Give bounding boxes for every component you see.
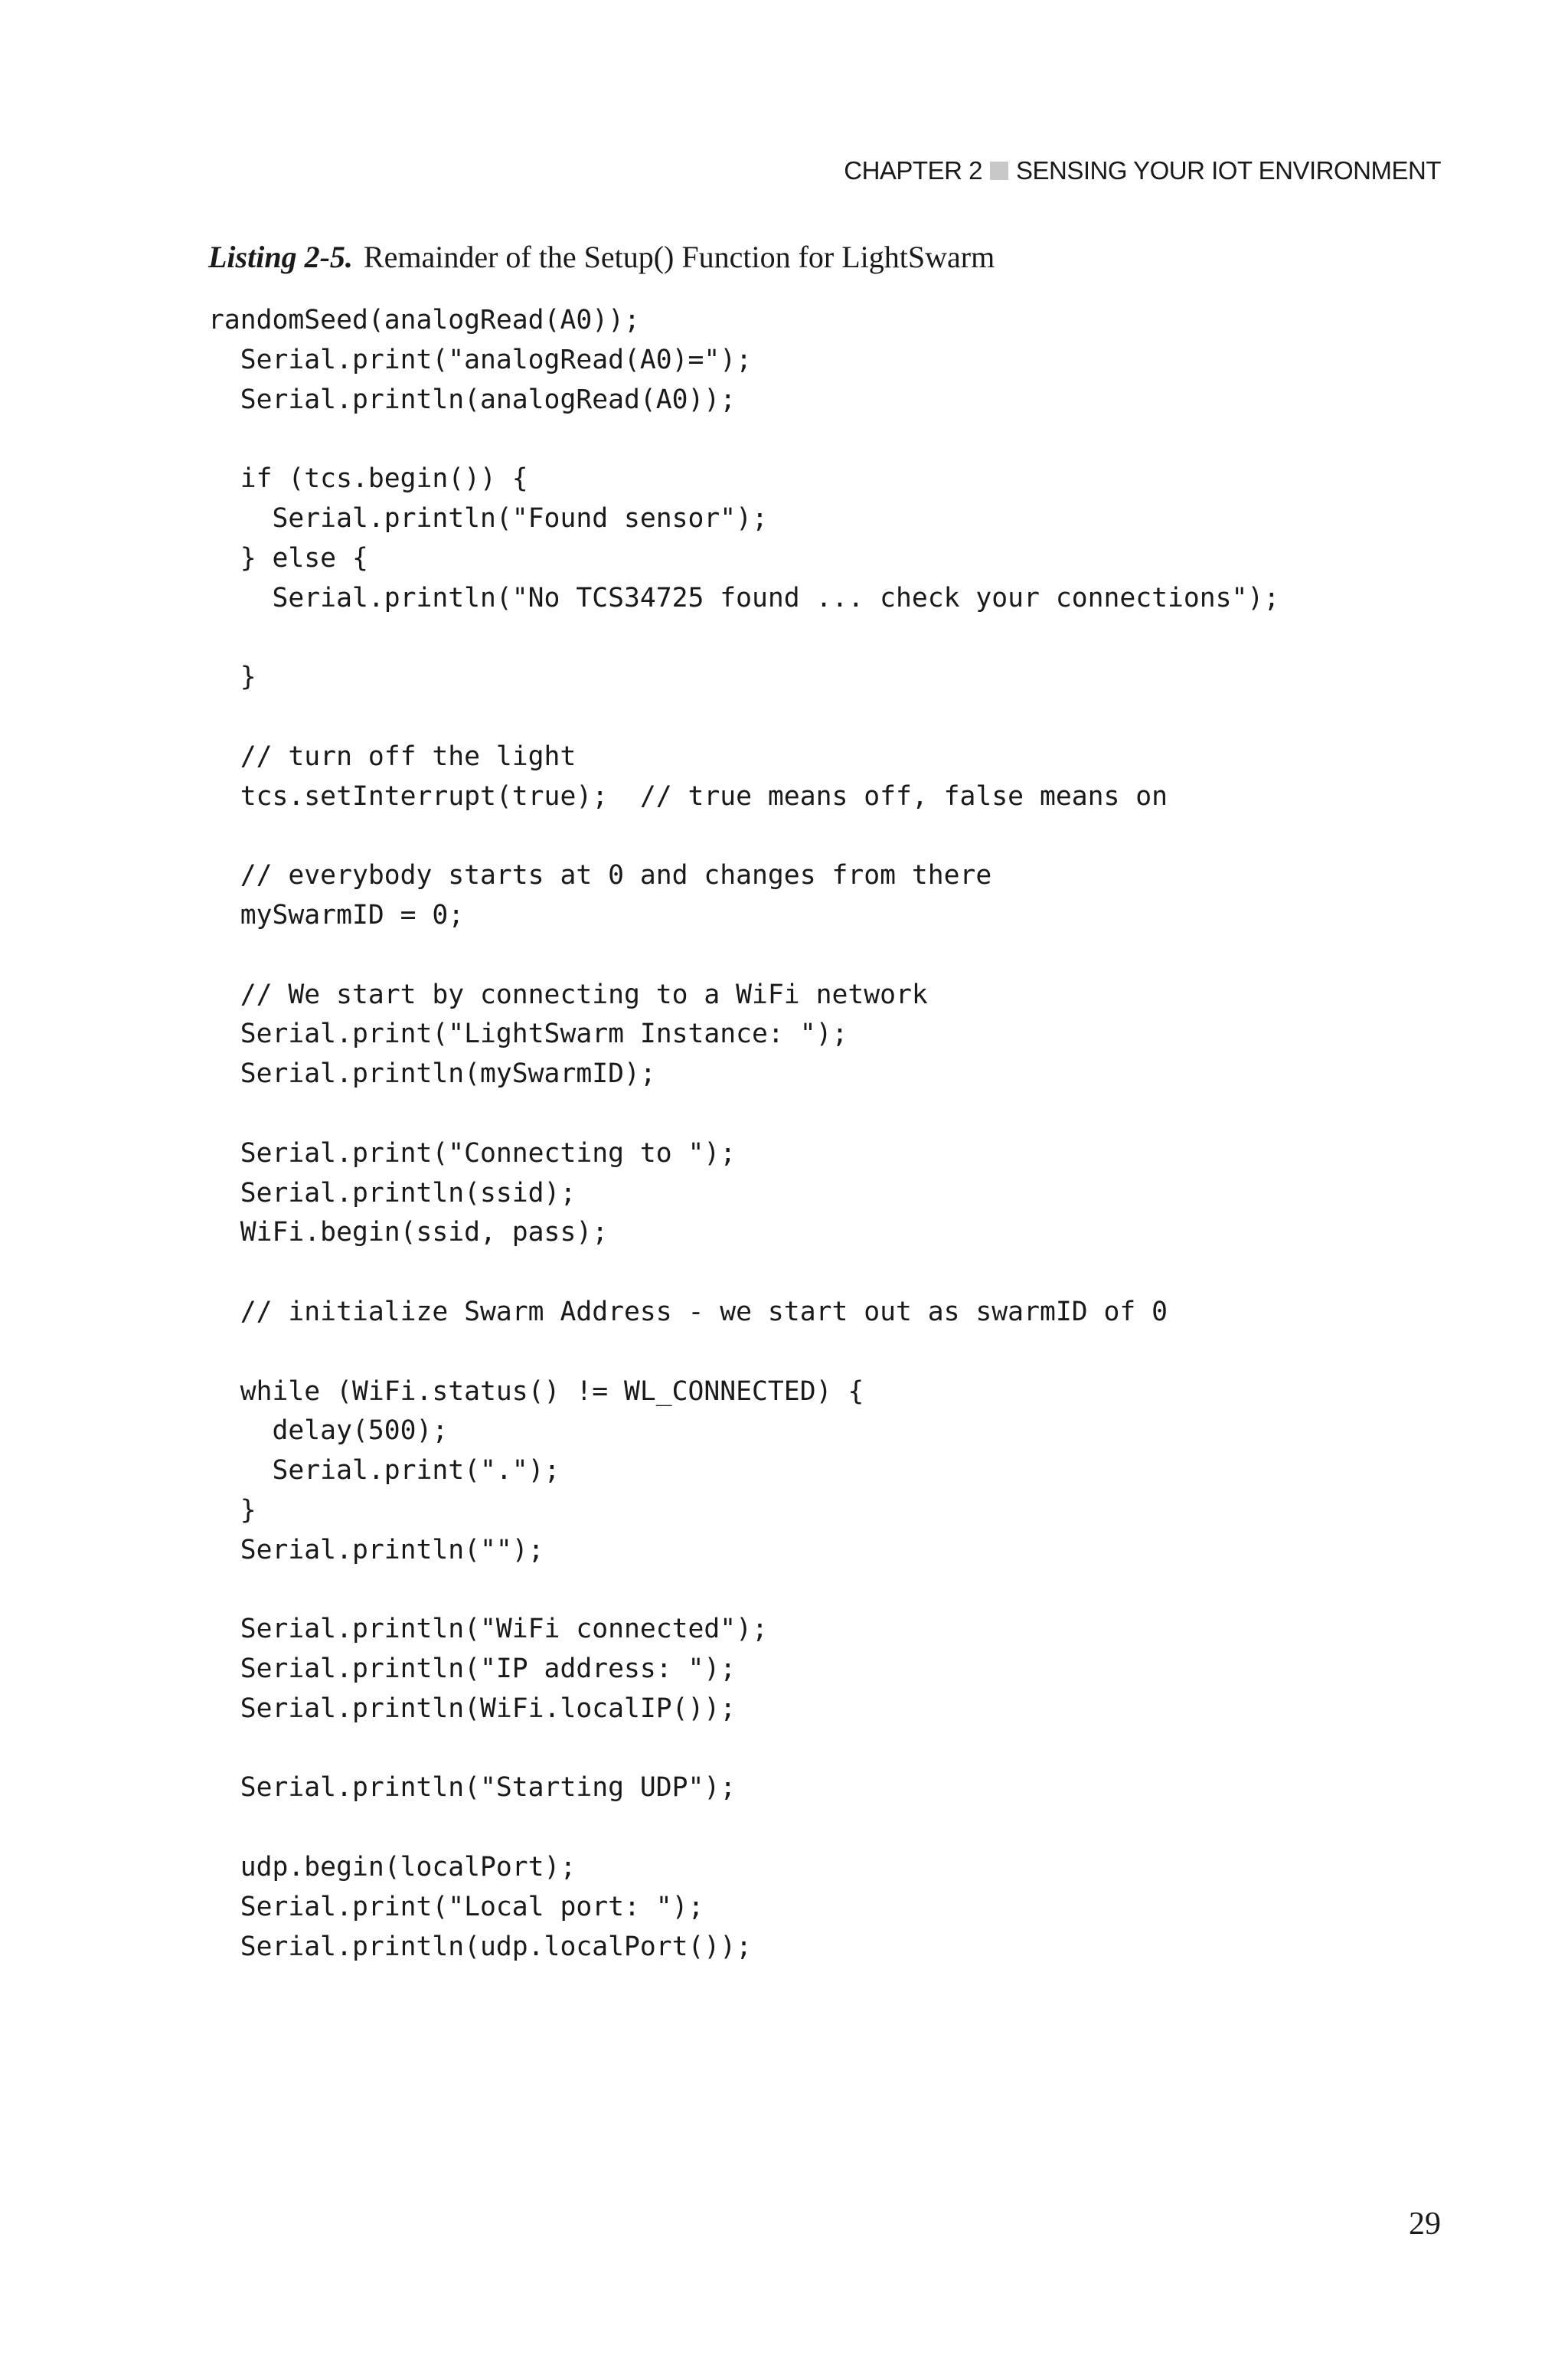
code-line: // We start by connecting to a WiFi network: [208, 979, 928, 1010]
code-line: [208, 1253, 1279, 1293]
code-line: Serial.println(analogRead(A0));: [208, 384, 737, 415]
code-line: randomSeed(analogRead(A0));: [208, 305, 640, 335]
code-line: [208, 618, 1279, 658]
code-line: Serial.print(".");: [208, 1455, 560, 1487]
code-line: Serial.println(WiFi.localIP());: [208, 1693, 737, 1724]
code-line: delay(500);: [208, 1415, 449, 1447]
header-separator-square: [990, 162, 1008, 180]
code-line: Serial.println("No TCS34725 found ... check your connections");: [208, 582, 1280, 613]
code-line: }: [208, 662, 256, 693]
code-line: Serial.print("Connecting to ");: [208, 1137, 737, 1169]
running-header: [844, 156, 1441, 185]
code-line: // everybody starts at 0 and changes from there: [208, 860, 992, 891]
code-line: } else {: [208, 542, 368, 574]
code-line: while (WiFi.status() != WL_CONNECTED) {: [208, 1375, 864, 1407]
listing-title: Remainder of the Setup() Function for LightSwarm: [363, 240, 995, 274]
code-line: Serial.println("Found sensor");: [208, 502, 768, 534]
code-line: [208, 1094, 1279, 1134]
code-line: Serial.println("IP address: ");: [208, 1653, 737, 1685]
code-line: udp.begin(localPort);: [208, 1852, 577, 1883]
code-line: Serial.print("LightSwarm Instance: ");: [208, 1019, 848, 1050]
code-line: WiFi.begin(ssid, pass);: [208, 1217, 609, 1248]
code-line: [208, 1571, 1279, 1611]
code-line: Serial.println(ssid);: [208, 1177, 577, 1209]
chapter-label: CHAPTER 2: [844, 156, 982, 185]
code-line: [208, 1808, 1279, 1848]
code-line: Serial.println("Starting UDP");: [208, 1772, 737, 1804]
code-line: Serial.println("");: [208, 1534, 544, 1565]
code-listing: [208, 301, 1279, 1967]
code-line: Serial.println("WiFi connected");: [208, 1614, 768, 1645]
listing-label: Listing 2-5.: [208, 240, 353, 274]
code-line: [208, 1333, 1279, 1372]
code-line: Serial.println(mySwarmID);: [208, 1058, 656, 1090]
code-line: // turn off the light: [208, 741, 577, 772]
code-line: if (tcs.begin()) {: [208, 463, 528, 495]
code-line: [208, 936, 1279, 976]
code-line: [208, 816, 1279, 856]
code-line: }: [208, 1494, 256, 1526]
code-line: [208, 420, 1279, 460]
code-line: [208, 698, 1279, 738]
code-line: Serial.println(udp.localPort());: [208, 1931, 753, 1962]
code-line: tcs.setInterrupt(true); // true means off, false means on: [208, 780, 1168, 812]
code-line: [208, 1729, 1279, 1769]
code-line: Serial.print("analogRead(A0)=");: [208, 344, 753, 375]
page-number: 29: [1409, 2206, 1441, 2242]
code-line: Serial.print("Local port: ");: [208, 1891, 704, 1922]
listing-caption: [208, 239, 995, 275]
section-title: SENSING YOUR IOT ENVIRONMENT: [1015, 156, 1441, 185]
code-line: // initialize Swarm Address - we start out as swarmID of 0: [208, 1296, 1168, 1327]
code-line: mySwarmID = 0;: [208, 899, 465, 931]
